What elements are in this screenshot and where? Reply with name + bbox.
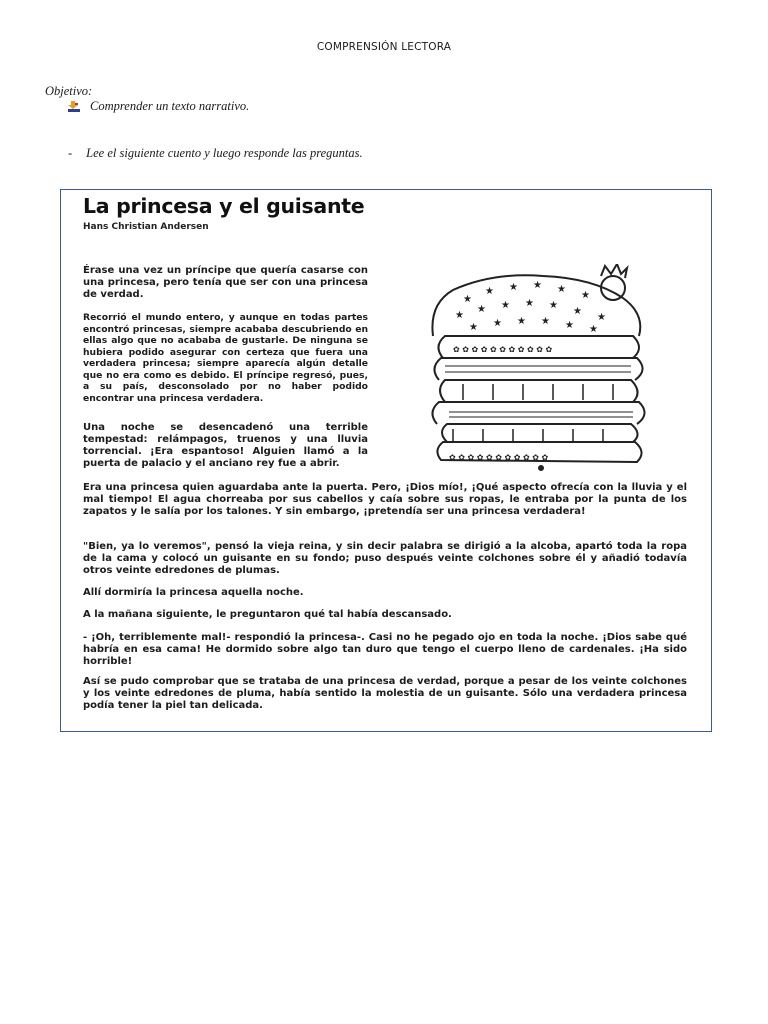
svg-text:★: ★	[509, 282, 518, 293]
svg-text:★: ★	[477, 304, 486, 315]
princess-on-mattresses-illustration	[423, 264, 659, 476]
svg-text:★: ★	[463, 294, 472, 305]
svg-text:★: ★	[501, 300, 510, 311]
story-paragraph-5: "Bien, ya lo veremos", pensó la vieja reina, y sin decir palabra se dirigió a la alcoba, apartó toda la ropa de la cama y colocó un guisante en su fondo; puso después veinte colchones sobre él y añadió todavía otros veinte edredones de plumas.	[83, 541, 687, 576]
svg-text:★: ★	[469, 322, 478, 333]
svg-text:★: ★	[517, 316, 526, 327]
svg-text:★: ★	[597, 312, 606, 323]
svg-text:✿ ✿ ✿ ✿ ✿ ✿ ✿ ✿ ✿ ✿ ✿: ✿ ✿ ✿ ✿ ✿ ✿ ✿ ✿ ✿ ✿ ✿	[453, 345, 553, 354]
arrow-bullet-icon	[68, 101, 80, 113]
objective-label: Objetivo:	[45, 84, 93, 98]
svg-text:★: ★	[455, 310, 464, 321]
svg-text:✿ ✿ ✿ ✿ ✿ ✿ ✿ ✿ ✿ ✿ ✿: ✿ ✿ ✿ ✿ ✿ ✿ ✿ ✿ ✿ ✿ ✿	[449, 453, 549, 462]
svg-text:★: ★	[533, 280, 542, 291]
instruction-text: Lee el siguiente cuento y luego responde las preguntas.	[86, 146, 363, 160]
dash-bullet: -	[68, 146, 73, 160]
story-paragraph-4: Era una princesa quien aguardaba ante la puerta. Pero, ¡Dios mío!, ¡Qué aspecto ofrecía con la lluvia y el mal tiempo! El agua chorreaba por sus cabellos y caía sobre sus ropas, le entraba por la punta de los zapatos y le salía por los talones. Y sin embargo, ¡pretendía ser una princesa verdadera!	[83, 482, 687, 517]
story-title: La princesa y el guisante	[83, 194, 365, 218]
story-author: Hans Christian Andersen	[83, 222, 209, 232]
svg-text:★: ★	[565, 320, 574, 331]
objective-item	[68, 99, 249, 114]
svg-text:★: ★	[573, 306, 582, 317]
svg-text:★: ★	[493, 318, 502, 329]
objective-text: Comprender un texto narrativo.	[90, 99, 250, 113]
svg-text:★: ★	[581, 290, 590, 301]
svg-text:★: ★	[589, 324, 598, 335]
story-paragraph-6: Allí dormiría la princesa aquella noche.	[83, 587, 304, 598]
svg-text:★: ★	[557, 284, 566, 295]
story-paragraph-7: A la mañana siguiente, le preguntaron qué tal había descansado.	[83, 609, 452, 620]
story-paragraph-3: Una noche se desencadenó una terrible tempestad: relámpagos, truenos y una lluvia torrencial. ¡Era espantoso! Alguien llamó a la puerta de palacio y el anciano rey fue a abrir.	[83, 422, 368, 469]
story-paragraph-2: Recorrió el mundo entero, y aunque en todas partes encontró princesas, siempre acababa descubriendo en ellas algo que no acababa de gustarle. De ninguna se hubiera podido asegurar con certeza que fuera una verdadera princesa; siempre aparecía algún detalle que no era como es debido. El príncipe regresó, pues, a su país, desconsolado por no haber podido encontrar una princesa verdadera.	[83, 312, 368, 404]
story-paragraph-9: Así se pudo comprobar que se trataba de una princesa de verdad, porque a pesar de los veinte colchones y los veinte edredones de pluma, había sentido la molestia de un guisante. Sólo una verdadera princesa podía tener la piel tan delicada.	[83, 676, 687, 711]
svg-text:★: ★	[541, 316, 550, 327]
document-title: COMPRENSIÓN LECTORA	[316, 41, 452, 53]
story-paragraph-8: - ¡Oh, terriblemente mal!- respondió la princesa-. Casi no he pegado ojo en toda la noche. ¡Dios sabe qué habría en esa cama! He dormido sobre algo tan duro que tengo el cuerpo lleno de cardenales. ¡Ha sido horrible!	[83, 632, 687, 667]
story-paragraph-1: Érase una vez un príncipe que quería casarse con una princesa, pero tenía que ser con una princesa de verdad.	[83, 265, 368, 300]
story-box	[60, 189, 712, 732]
svg-text:★: ★	[525, 298, 534, 309]
svg-text:★: ★	[549, 300, 558, 311]
instruction-item	[68, 146, 363, 161]
svg-text:★: ★	[485, 286, 494, 297]
